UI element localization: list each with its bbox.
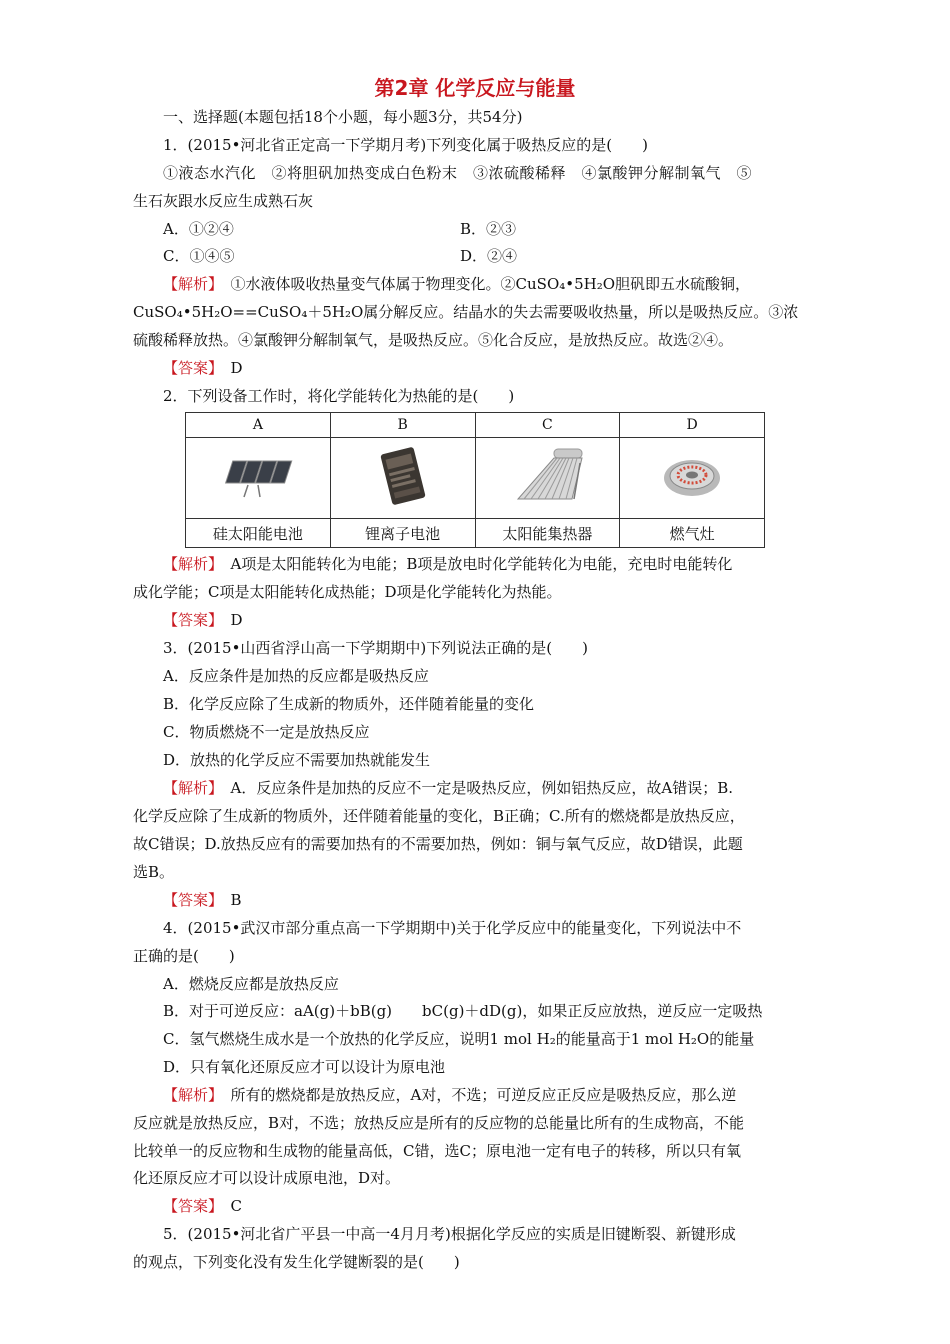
q3-option-d: D．放热的化学反应不需要加热就能发生	[163, 751, 431, 769]
q2-answer: D	[230, 611, 243, 629]
table-label-b: 锂离子电池	[330, 519, 475, 548]
q3-analysis-line4: 选B。	[133, 863, 175, 881]
q1-analysis-line1	[163, 273, 853, 295]
q1-items-line2: 生石灰跟水反应生成熟石灰	[133, 192, 314, 210]
q3-analysis-line2: 化学反应除了生成新的物质外，还伴随着能量的变化，B正确；C.所有的燃烧都是放热反应，	[133, 807, 745, 825]
q1-option-a: A．①②④	[163, 220, 234, 238]
q2-stem: 2．下列设备工作时，将化学能转化为热能的是( )	[163, 387, 515, 405]
analysis-tag: 【解析】	[163, 275, 216, 293]
table-label-a: 硅太阳能电池	[186, 519, 331, 548]
q5-stem-line2: 的观点，下列变化没有发生化学键断裂的是( )	[133, 1253, 460, 1271]
q4-option-a: A．燃烧反应都是放热反应	[163, 975, 339, 993]
q4-analysis-line3: 比较单一的反应物和生成物的能量高低，C错，选C；原电池一定有电子的转移，所以只有氧	[133, 1142, 741, 1160]
q4-answer-line	[163, 1195, 853, 1217]
section-heading: 一、选择题(本题包括18个小题，每小题3分，共54分)	[163, 108, 523, 126]
q1-analysis-text1: ①水液体吸收热量变气体属于物理变化。②CuSO₄•5H₂O胆矾即五水硫酸铜，	[230, 275, 751, 293]
q1-analysis-line2: CuSO₄•5H₂O==CuSO₄＋5H₂O属分解反应。结晶水的失去需要吸收热量，所以是吸热反应。③浓	[133, 303, 799, 321]
analysis-tag: 【解析】	[163, 555, 216, 573]
q4-option-b: B．对于可逆反应：aA(g)＋bB(g) bC(g)＋dD(g)，如果正反应放热，逆反应一定吸热	[163, 1002, 763, 1020]
q3-option-a: A．反应条件是加热的反应都是吸热反应	[163, 667, 429, 685]
table-header-b: B	[330, 413, 475, 438]
q3-answer: B	[230, 891, 242, 909]
q3-analysis-line1	[163, 777, 853, 799]
analysis-tag: 【解析】	[163, 779, 216, 797]
q1-stem: 1．(2015•河北省正定高一下学期月考)下列变化属于吸热反应的是( )	[163, 136, 648, 154]
gas-stove-image	[620, 438, 765, 519]
q1-items-line1: ①液态水汽化 ②将胆矾加热变成白色粉末 ③浓硫酸稀释 ④氯酸钾分解制氧气 ⑤	[163, 164, 753, 182]
q1-option-d: D．②④	[460, 247, 518, 265]
q4-analysis-line4: 化还原反应才可以设计成原电池，D对。	[133, 1169, 401, 1187]
q1-answer-line	[163, 357, 853, 379]
q2-analysis-line2: 成化学能；C项是太阳能转化成热能；D项是化学能转化为热能。	[133, 583, 562, 601]
q3-analysis-line3: 故C错误；D.放热反应有的需要加热有的不需要加热，例如：铜与氧气反应，故D错误，此题	[133, 835, 743, 853]
q1-option-b: B．②③	[460, 220, 517, 238]
q4-analysis-line2: 反应就是放热反应，B对，不选；放热反应是所有的反应物的总能量比所有的生成物高，不能	[133, 1114, 745, 1132]
q3-stem: 3．(2015•山西省浮山高一下学期期中)下列说法正确的是( )	[163, 639, 588, 657]
q4-option-d: D．只有氧化还原反应才可以设计为原电池	[163, 1058, 446, 1076]
q3-analysis-text1: A．反应条件是加热的反应不一定是吸热反应，例如铝热反应，故A错误；B.	[230, 779, 733, 797]
chapter-title: 第2章 化学反应与能量	[374, 76, 576, 100]
q4-stem-line2: 正确的是( )	[133, 947, 235, 965]
q4-analysis-text1: 所有的燃烧都是放热反应，A对，不选；可逆反应正反应是吸热反应，那么逆	[230, 1086, 737, 1104]
solar-water-heater-image	[475, 438, 620, 519]
q4-analysis-line1	[163, 1084, 853, 1106]
q3-option-b: B．化学反应除了生成新的物质外，还伴随着能量的变化	[163, 695, 535, 713]
answer-tag: 【答案】	[163, 359, 216, 377]
devices-table	[185, 412, 765, 548]
table-label-c: 太阳能集热器	[475, 519, 620, 548]
q1-option-c: C．①④⑤	[163, 247, 235, 265]
answer-tag: 【答案】	[163, 611, 216, 629]
q2-analysis-line1	[163, 553, 853, 575]
analysis-tag: 【解析】	[163, 1086, 216, 1104]
lithium-battery-image	[330, 438, 475, 519]
q1-answer: D	[230, 359, 243, 377]
q5-stem-line1: 5．(2015•河北省广平县一中高一4月月考)根据化学反应的实质是旧键断裂、新键形成	[163, 1225, 736, 1243]
q1-analysis-line3: 硫酸稀释放热。④氯酸钾分解制氧气，是吸热反应。⑤化合反应，是放热反应。故选②④。	[133, 331, 734, 349]
q2-analysis-text1: A项是太阳能转化为电能；B项是放电时化学能转化为电能，充电时电能转化	[230, 555, 733, 573]
table-header-c: C	[475, 413, 620, 438]
answer-tag: 【答案】	[163, 891, 216, 909]
table-header-a: A	[186, 413, 331, 438]
table-header-d: D	[620, 413, 765, 438]
q4-answer: C	[230, 1197, 243, 1215]
q4-stem-line1: 4．(2015•武汉市部分重点高一下学期期中)关于化学反应中的能量变化，下列说法中不	[163, 919, 742, 937]
q3-option-c: C．物质燃烧不一定是放热反应	[163, 723, 370, 741]
q4-option-c: C．氢气燃烧生成水是一个放热的化学反应，说明1 mol H₂的能量高于1 mol H₂O的能量	[163, 1030, 755, 1048]
solar-panel-image	[186, 438, 331, 519]
table-label-d: 燃气灶	[620, 519, 765, 548]
q2-answer-line	[163, 609, 853, 631]
answer-tag: 【答案】	[163, 1197, 216, 1215]
q3-answer-line	[163, 889, 853, 911]
